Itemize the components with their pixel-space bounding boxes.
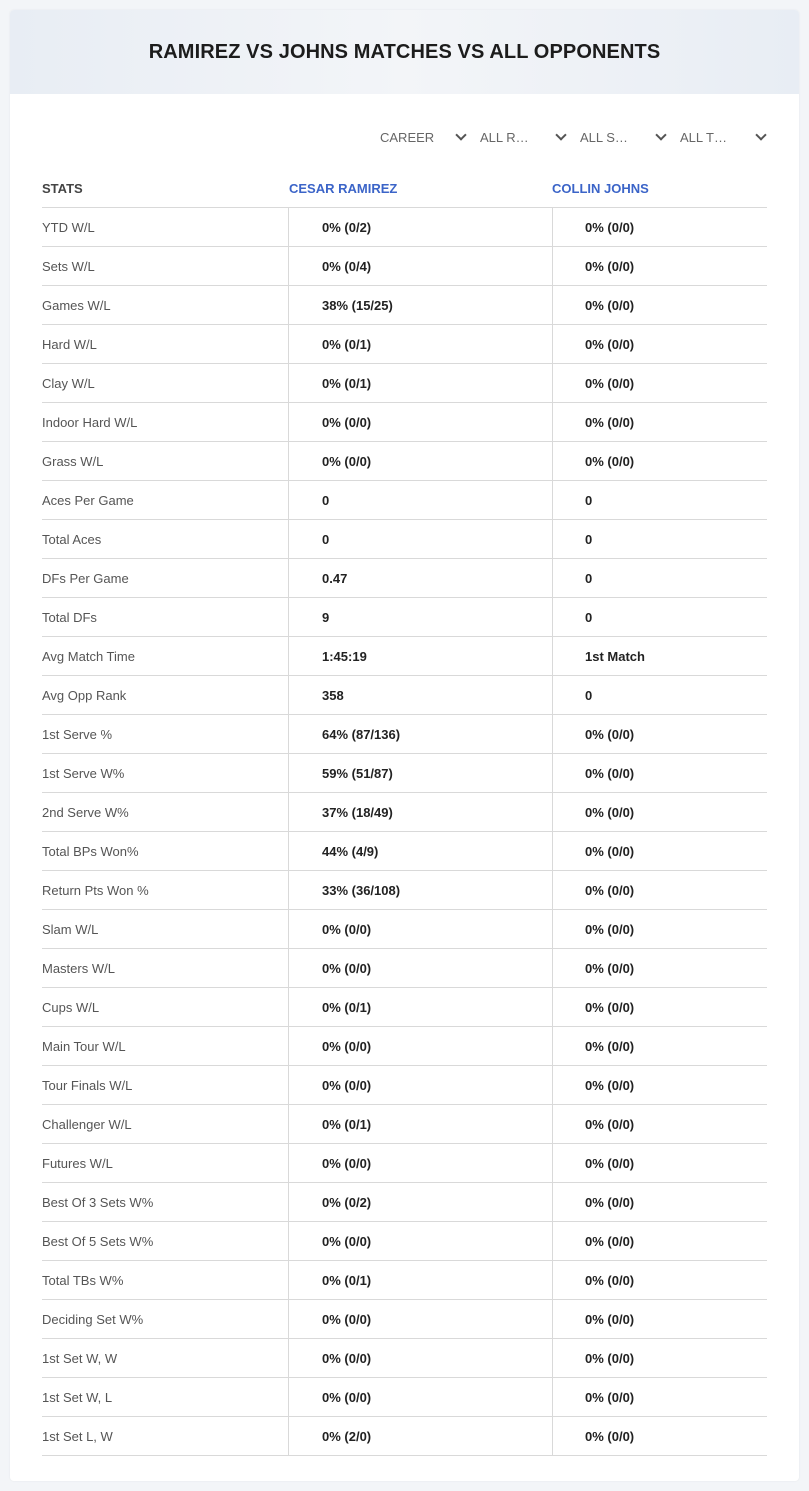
table-row	[42, 988, 767, 1027]
stat-label: 1st Serve %	[42, 726, 113, 742]
page-title: RAMIREZ VS JOHNS MATCHES VS ALL OPPONENTS	[148, 40, 661, 63]
player2-value: 0% (0/0)	[552, 871, 767, 909]
player2-value: 0% (0/0)	[552, 1300, 767, 1338]
table-row	[42, 949, 767, 988]
player1-value: 0% (0/0)	[288, 1339, 552, 1377]
table-row	[42, 1144, 767, 1183]
table-row	[42, 676, 767, 715]
stat-label: Games W/L	[42, 297, 111, 313]
filter-bar	[365, 127, 765, 147]
player2-value: 0% (0/0)	[552, 1144, 767, 1182]
table-row	[42, 1183, 767, 1222]
chevron-down-icon	[455, 129, 466, 140]
player1-value: 37% (18/49)	[288, 793, 552, 831]
table-row	[42, 1222, 767, 1261]
player1-value: 0% (0/1)	[288, 1261, 552, 1299]
stat-label: 2nd Serve W%	[42, 804, 129, 820]
table-row	[42, 754, 767, 793]
player2-link[interactable]: COLLIN JOHNS	[552, 181, 649, 196]
player2-value: 0% (0/0)	[552, 1066, 767, 1104]
stat-label: Sets W/L	[42, 258, 95, 274]
player1-value: 0.47	[288, 559, 552, 597]
player2-value: 0% (0/0)	[552, 1027, 767, 1065]
player2-value: 0	[552, 598, 767, 636]
player2-value: 0% (0/0)	[552, 208, 767, 246]
table-row	[42, 1417, 767, 1456]
player2-value: 0% (0/0)	[552, 832, 767, 870]
player2-value: 0% (0/0)	[552, 1183, 767, 1221]
card-header	[10, 10, 799, 94]
player1-value: 0% (0/0)	[288, 1300, 552, 1338]
table-row	[42, 793, 767, 832]
stat-label: Total DFs	[42, 609, 97, 625]
player1-value: 1:45:19	[288, 637, 552, 675]
stat-label: Aces Per Game	[42, 492, 134, 508]
stat-label: Deciding Set W%	[42, 1311, 144, 1327]
player2-value: 0% (0/0)	[552, 949, 767, 987]
player1-value: 38% (15/25)	[288, 286, 552, 324]
table-row	[42, 715, 767, 754]
player1-value: 0% (0/2)	[288, 1183, 552, 1221]
chevron-down-icon	[555, 129, 566, 140]
player1-value: 0% (0/1)	[288, 325, 552, 363]
stat-label: Cups W/L	[42, 999, 100, 1015]
stat-label: Return Pts Won %	[42, 882, 149, 898]
table-row	[42, 598, 767, 637]
player2-value: 0% (0/0)	[552, 1417, 767, 1455]
table-row	[42, 208, 767, 247]
table-row	[42, 559, 767, 598]
table-row	[42, 1339, 767, 1378]
player2-value: 0% (0/0)	[552, 1339, 767, 1377]
stat-label: Main Tour W/L	[42, 1038, 126, 1054]
stat-label: 1st Set L, W	[42, 1428, 113, 1444]
table-row	[42, 325, 767, 364]
player2-value: 0	[552, 520, 767, 558]
table-row	[42, 910, 767, 949]
player1-value: 0% (0/0)	[288, 1144, 552, 1182]
filter-round-select[interactable]	[470, 127, 565, 147]
table-row	[42, 520, 767, 559]
player1-value: 0% (0/1)	[288, 1105, 552, 1143]
player1-value: 0% (0/2)	[288, 208, 552, 246]
player1-value: 0% (0/0)	[288, 1066, 552, 1104]
player1-value: 0% (0/0)	[288, 442, 552, 480]
stat-label: Best Of 5 Sets W%	[42, 1233, 154, 1249]
stat-label: Hard W/L	[42, 336, 97, 352]
player2-value: 0% (0/0)	[552, 403, 767, 441]
stat-label: Challenger W/L	[42, 1116, 132, 1132]
stat-label: Total Aces	[42, 531, 102, 547]
stat-label: Clay W/L	[42, 375, 95, 391]
stat-label: Avg Match Time	[42, 648, 135, 664]
table-row	[42, 1378, 767, 1417]
table-row	[42, 1027, 767, 1066]
stat-label: Best Of 3 Sets W%	[42, 1194, 154, 1210]
filter-label: CAREER	[380, 129, 435, 145]
filter-period-select[interactable]	[370, 127, 465, 147]
table-row	[42, 832, 767, 871]
player1-value: 44% (4/9)	[288, 832, 552, 870]
table-row	[42, 1300, 767, 1339]
player1-value: 0% (0/0)	[288, 1027, 552, 1065]
player1-value: 0% (0/1)	[288, 364, 552, 402]
table-row	[42, 1105, 767, 1144]
player2-value: 0% (0/0)	[552, 1105, 767, 1143]
stat-label: Futures W/L	[42, 1155, 113, 1171]
stat-label: 1st Serve W%	[42, 765, 125, 781]
player2-value: 1st Match	[552, 637, 767, 675]
filter-label: ALL R…	[480, 129, 529, 145]
player2-value: 0% (0/0)	[552, 1378, 767, 1416]
stat-label: DFs Per Game	[42, 570, 129, 586]
stat-label: Slam W/L	[42, 921, 99, 937]
table-row	[42, 403, 767, 442]
player1-value: 64% (87/136)	[288, 715, 552, 753]
stat-label: Tour Finals W/L	[42, 1077, 133, 1093]
player1-value: 0% (0/1)	[288, 988, 552, 1026]
player1-value: 59% (51/87)	[288, 754, 552, 792]
filter-surface-select[interactable]	[570, 127, 665, 147]
player2-value: 0% (0/0)	[552, 325, 767, 363]
chevron-down-icon	[755, 129, 766, 140]
table-row	[42, 1066, 767, 1105]
filter-tournament-select[interactable]	[670, 127, 765, 147]
player1-value: 358	[288, 676, 552, 714]
table-row	[42, 442, 767, 481]
player2-value: 0	[552, 481, 767, 519]
stat-label: Masters W/L	[42, 960, 115, 976]
chevron-down-icon	[655, 129, 666, 140]
player1-value: 33% (36/108)	[288, 871, 552, 909]
stat-label: Total TBs W%	[42, 1272, 124, 1288]
player2-value: 0% (0/0)	[552, 442, 767, 480]
stat-label: Indoor Hard W/L	[42, 414, 138, 430]
player2-value: 0% (0/0)	[552, 1261, 767, 1299]
table-row	[42, 871, 767, 910]
player2-value: 0% (0/0)	[552, 988, 767, 1026]
player1-value: 9	[288, 598, 552, 636]
table-row	[42, 481, 767, 520]
player1-value: 0% (2/0)	[288, 1417, 552, 1455]
player2-value: 0% (0/0)	[552, 793, 767, 831]
table-row	[42, 286, 767, 325]
player2-value: 0% (0/0)	[552, 715, 767, 753]
stat-label: Total BPs Won%	[42, 843, 139, 859]
stat-label: YTD W/L	[42, 219, 95, 235]
player2-value: 0% (0/0)	[552, 364, 767, 402]
player2-value: 0% (0/0)	[552, 286, 767, 324]
player1-value: 0% (0/0)	[288, 949, 552, 987]
stat-label: Avg Opp Rank	[42, 687, 127, 703]
table-header	[42, 170, 767, 208]
table-row	[42, 247, 767, 286]
filter-label: ALL T…	[680, 129, 727, 145]
player2-value: 0% (0/0)	[552, 910, 767, 948]
player1-value: 0% (0/0)	[288, 910, 552, 948]
player2-value: 0	[552, 676, 767, 714]
stats-card	[10, 10, 799, 1481]
stats-column-header: STATS	[42, 181, 83, 196]
player2-value: 0	[552, 559, 767, 597]
player1-value: 0	[288, 481, 552, 519]
player1-link[interactable]: CESAR RAMIREZ	[289, 181, 398, 196]
player1-value: 0% (0/0)	[288, 1222, 552, 1260]
filter-label: ALL S…	[580, 129, 628, 145]
player2-value: 0% (0/0)	[552, 247, 767, 285]
stat-label: Grass W/L	[42, 453, 104, 469]
table-row	[42, 364, 767, 403]
stat-label: 1st Set W, W	[42, 1350, 118, 1366]
player1-value: 0% (0/4)	[288, 247, 552, 285]
table-row	[42, 637, 767, 676]
table-row	[42, 1261, 767, 1300]
player2-value: 0% (0/0)	[552, 1222, 767, 1260]
stat-label: 1st Set W, L	[42, 1389, 113, 1405]
player1-value: 0% (0/0)	[288, 403, 552, 441]
table-body	[42, 208, 767, 1456]
player1-value: 0% (0/0)	[288, 1378, 552, 1416]
player2-value: 0% (0/0)	[552, 754, 767, 792]
player1-value: 0	[288, 520, 552, 558]
stats-table	[42, 170, 767, 1456]
